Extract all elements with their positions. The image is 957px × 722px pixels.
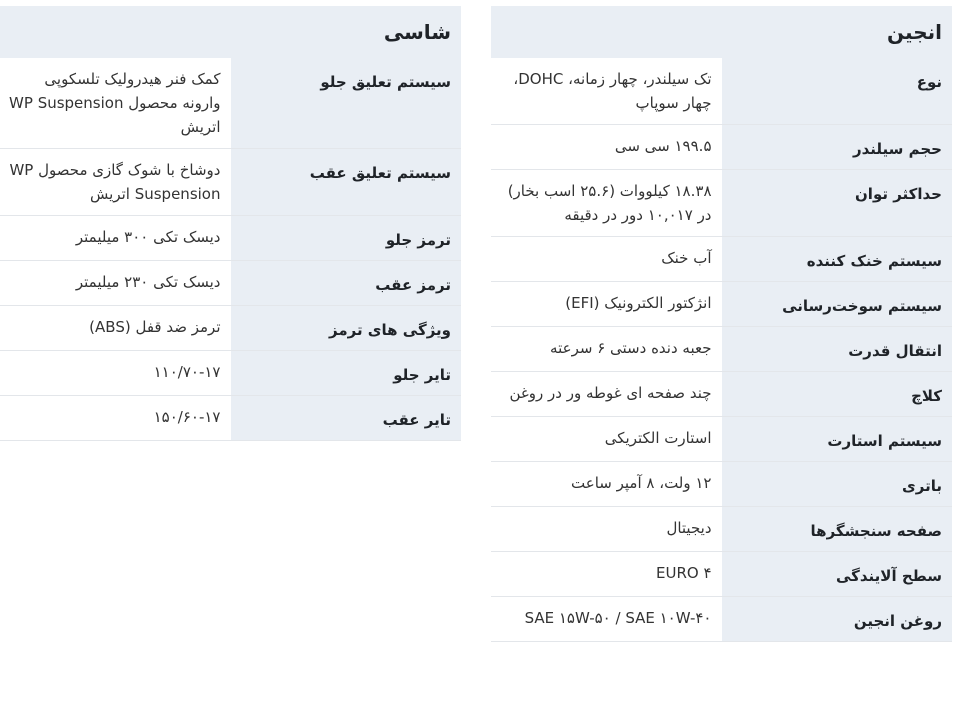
table-row [491, 125, 952, 170]
table-row [491, 372, 952, 417]
spec-value: کمک فنر هیدرولیک تلسکوپی وارونه محصول WP Suspension اتریش [0, 58, 231, 149]
table-row [491, 597, 952, 642]
table-row [491, 417, 952, 462]
spec-value: استارت الکتریکی [491, 417, 722, 462]
spec-label: باتری [722, 462, 953, 507]
table-row [491, 462, 952, 507]
spec-label: سیستم خنک کننده [722, 237, 953, 282]
table-row [0, 306, 461, 351]
spec-value: ۱۵۰/۶۰-۱۷ [0, 396, 231, 441]
engine-section-title: انجین [491, 6, 952, 58]
spec-value: EURO ۴ [491, 552, 722, 597]
engine-spec-table [491, 6, 952, 642]
spec-label: سیستم تعلیق عقب [231, 149, 462, 216]
spec-value: ترمز ضد قفل (ABS) [0, 306, 231, 351]
spec-value: دوشاخ با شوک گازی محصول WP Suspension اتریش [0, 149, 231, 216]
spec-value: تک سیلندر، چهار زمانه، DOHC، چهار سوپاپ [491, 58, 722, 125]
spec-value: دیجیتال [491, 507, 722, 552]
spec-value: SAE ۱۵W-۵۰ / SAE ۱۰W-۴۰ [491, 597, 722, 642]
table-row [491, 237, 952, 282]
spec-value: ۱۹۹.۵ سی سی [491, 125, 722, 170]
spec-label: صفحه سنجشگرها [722, 507, 953, 552]
spec-label: سیستم سوخت‌رسانی [722, 282, 953, 327]
table-row [0, 396, 461, 441]
spec-value: ۱۱۰/۷۰-۱۷ [0, 351, 231, 396]
table-row [0, 149, 461, 216]
spec-value: جعبه دنده دستی ۶ سرعته [491, 327, 722, 372]
spec-value: دیسک تکی ۲۳۰ میلیمتر [0, 261, 231, 306]
table-row [0, 216, 461, 261]
chassis-section-title: شاسی [0, 6, 461, 58]
spec-value: آب خنک [491, 237, 722, 282]
spec-value: انژکتور الکترونیک (EFI) [491, 282, 722, 327]
spec-label: نوع [722, 58, 953, 125]
spec-value: دیسک تکی ۳۰۰ میلیمتر [0, 216, 231, 261]
spec-value: چند صفحه ای غوطه ور در روغن [491, 372, 722, 417]
spec-label: سیستم تعلیق جلو [231, 58, 462, 149]
spec-label: تایر جلو [231, 351, 462, 396]
spec-label: انتقال قدرت [722, 327, 953, 372]
table-row [0, 58, 461, 149]
table-row [491, 507, 952, 552]
chassis-spec-table [0, 6, 461, 441]
spec-label: حداکثر توان [722, 170, 953, 237]
spec-label: کلاچ [722, 372, 953, 417]
spec-value: ۱۲ ولت، ۸ آمپر ساعت [491, 462, 722, 507]
table-row [491, 170, 952, 237]
table-row [491, 327, 952, 372]
spec-label: سیستم استارت [722, 417, 953, 462]
table-row [491, 282, 952, 327]
table-row [0, 261, 461, 306]
spec-label: ترمز جلو [231, 216, 462, 261]
spec-label: تایر عقب [231, 396, 462, 441]
spec-label: سطح آلایندگی [722, 552, 953, 597]
table-row [0, 351, 461, 396]
spec-label: ترمز عقب [231, 261, 462, 306]
spec-label: ویژگی های ترمز [231, 306, 462, 351]
spec-label: روغن انجین [722, 597, 953, 642]
spec-label: حجم سیلندر [722, 125, 953, 170]
spec-value: ۱۸.۳۸ کیلووات (۲۵.۶ اسب بخار) در ۱۰,۰۱۷ دور در دقیقه [491, 170, 722, 237]
table-row [491, 58, 952, 125]
table-row [491, 552, 952, 597]
